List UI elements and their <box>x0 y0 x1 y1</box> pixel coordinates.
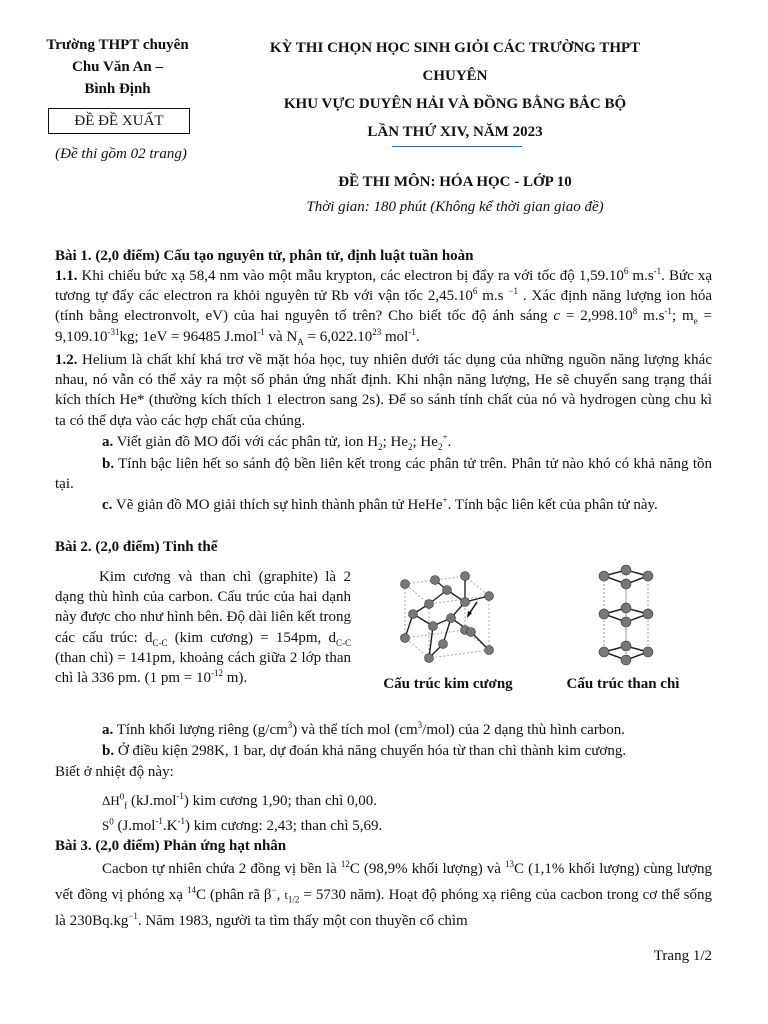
p11-text: . <box>415 328 420 345</box>
qa-label: a. <box>102 434 114 450</box>
p11-text: = 2,998.10 <box>560 308 633 325</box>
intro-text: m). <box>222 670 248 687</box>
s-text: (J.mol <box>113 818 156 834</box>
bai2-dh-line: $\Delta H^0_f$ (kJ.mol$^{-1}$) kim cương 1,90; than chì 0,00. <box>102 791 378 811</box>
qb-label: b. <box>102 456 115 472</box>
qa-text: Tính khối lượng riêng (g/cm <box>113 722 288 738</box>
p11-text: kg; 1eV = 96485 J.mol <box>119 328 258 345</box>
qb-text: Tính bậc liên hết so sánh độ bền liên kết trong các phân tử trên. Phân tử nào khó có khả năng tồn tại. <box>55 456 712 493</box>
bai3-t: C (1,1% khối lượng) cùng lượng vết đồng vị phóng xạ <box>55 861 712 903</box>
p11-text: m.s <box>637 308 665 325</box>
bai1-qb <box>55 454 712 494</box>
qa-text: . <box>447 434 452 450</box>
dh-text: ) kim cương 1,90; than chì 0,00. <box>183 793 378 809</box>
exam-line-1: KỲ THI CHỌN HỌC SINH GIỎI CÁC TRƯỜNG THPT <box>269 40 641 56</box>
intro-text: (kim cương) = 154pm, d <box>167 629 336 646</box>
bai2-temp-note: Biết ở nhiệt độ này: <box>55 764 174 780</box>
p11-text: Khi chiếu bức xạ 58,4 nm vào một mẫu krypton, các electron bị đẩy ra với tốc độ 1,59.10 <box>77 268 624 284</box>
half-life-symbol: $t_{1/2}$ <box>284 888 300 905</box>
intro-text: Kim cương và than chì (graphite) là 2 dạng thù hình của carbon. Cấu trúc của hai dạnh này được cho như hình bên. Độ dài liên kết trong các cấu trúc: d <box>55 569 351 646</box>
p11-text: mol <box>381 328 409 345</box>
qb-label: b. <box>102 743 115 759</box>
p11-text: . Bức xạ tương tự đẩy các electron ra khỏi nguyên tử Rb với vận tốc 2,45.10 <box>55 268 712 305</box>
qa-label: a. <box>102 722 114 738</box>
intro-text: (than chì) = 141pm, khoảng cách giữa 2 lớp than chì là 336 pm. (1 pm = 10 <box>55 649 351 687</box>
school-line-2: Chu Văn An – <box>71 59 164 75</box>
bai1-qc: c. Vẽ giản đồ MO giải thích sự hình thành phân tử HeHe+. Tính bậc liên kết của phân tử này. <box>102 495 658 513</box>
p11-text: m.s <box>477 288 509 305</box>
qa-text: /mol) của 2 dạng thù hình carbon. <box>422 722 626 738</box>
exam-title <box>225 34 685 146</box>
p12-label: 1.2. <box>55 352 78 368</box>
qb-text: Ở điều kiện 298K, 1 bar, dự đoán khả năng chuyển hóa từ than chì thành kim cương. <box>114 743 627 759</box>
p11-text: ; m <box>671 308 694 325</box>
qc-label: c. <box>102 497 113 513</box>
qa-text: ) và thể tích mol (cm <box>292 722 418 738</box>
qc-text: . Tính bậc liên kết của phân tử này. <box>447 497 658 513</box>
bai3-t: = 5730 năm). Hoạt độ phóng xạ riêng của cacbon trong cơ thể sống là 230Bq.kg <box>55 887 713 929</box>
s-text: ) kim cương: 2,43; than chì 5,69. <box>185 818 383 834</box>
qa-text: Viết giản đồ MO đối với các phân tử, ion H <box>113 434 379 450</box>
page-number: Trang 1/2 <box>653 948 712 964</box>
pages-note: (Đề thi gồm 02 trang) <box>55 146 187 162</box>
bai1-qa: a. Viết giản đồ MO đối với các phân tử, ion $H_2$; $He_2$; $He_2^+$. <box>102 432 452 452</box>
qc-text: Vẽ giản đồ MO giải thích sự hình thành phân tử HeHe <box>112 497 443 513</box>
bai1-p11: 1.1. Khi chiếu bức xạ 58,4 nm vào một mẫu krypton, các electron bị đẩy ra với tốc độ 1,59.10$^6$ $m.s^{-1}$. Bức xạ tương tự đẩy các electron ra khỏi nguyên tử Rb với vận tốc 2,45.10$^6$ m.s $^{-1}$ . Xác định năng lượng ion hóa (tính bằng electronvolt, eV) của hai nguyên tố trên? Cho biết tốc độ ánh sáng $c = 2,998.10^8$ $m.s^{-1}$; $m_e = 9,109.10^{-31}kg$; 1eV = 96485 J.mol$^{-1}$ và $N_A = 6,022.10^{23}$ mol$^{-1}$. <box>55 266 712 347</box>
proposal-box: ĐỀ ĐỀ XUẤT <box>48 108 190 134</box>
p12-text: Helium là chất khí khá trơ về mặt hóa học, tuy nhiên dưới tác dụng của những nguồn năng lượng khác nhau, nó vẫn có thể xảy ra một số phản ứng nhất định. Khi nhận năng lượng, He sẽ chuyển sang trạng thái kích thích He* (thường kích thích 1 electron sang 2s). Để so sánh tính chất của nó và hydrogen cùng chu kì ta có thể dựa vào các hợp chất của chúng. <box>55 352 712 429</box>
bai2-title: Bài 2. (2,0 điểm) Tinh thể <box>55 539 218 555</box>
caption-diamond: Cấu trúc kim cương <box>383 676 513 692</box>
bai3-title: Bài 3. (2,0 điểm) Phản ứng hạt nhân <box>55 838 287 854</box>
p11-text: m.s <box>628 268 654 284</box>
s-text: .K <box>162 818 178 834</box>
bai2-qa: a. Tính khối lượng riêng $(g/cm^3)$ và thể tích mol $(cm^3/mol)$ của 2 dạng thù hình carbon. <box>102 720 626 738</box>
bai3-t: Cacbon tự nhiên chứa 2 đồng vị bền là <box>102 861 341 877</box>
exam-line-2: CHUYÊN <box>422 68 488 84</box>
delta-h-symbol: $\Delta H^0_f$ <box>102 791 128 811</box>
bai3-t: . Năm 1983, người ta tìm thấy một con thuyền cổ chìm <box>137 913 468 929</box>
bai3-t: C (98,9% khối lượng) và <box>349 861 506 877</box>
bai2-intro: Kim cương và than chì (graphite) là 2 dạng thù hình của carbon. Cấu trúc của hai dạnh này được cho như hình bên. Độ dài liên kết trong các cấu trúc: $d_{C-C}$ (kim cương) = 154pm, $d_{C-C}$ (than chì) = 141pm, khoảng cách giữa 2 lớp than chì là 336 pm. (1 pm = $10^{-12}$ m). <box>55 569 352 687</box>
p11-label: 1.1. <box>55 268 78 284</box>
dh-text: (kJ.mol <box>127 793 177 809</box>
qa-text: ; He <box>382 434 409 450</box>
school-name <box>30 34 205 100</box>
exam-line-4: LẦN THỨ XIV, NĂM 2023 <box>367 124 543 140</box>
p11-text: = 9,109.10 <box>55 308 712 345</box>
bai1-p12 <box>55 350 712 431</box>
time-note: Thời gian: 180 phút (Không kể thời gian giao đề) <box>306 199 604 215</box>
exam-line-3: KHU VỰC DUYÊN HẢI VÀ ĐỒNG BẰNG BẮC BỘ <box>283 96 627 112</box>
caption-graphite: Cấu trúc than chì <box>566 676 680 692</box>
title-underline <box>392 146 522 147</box>
p11-text: . Xác định năng lượng ion hóa (tính bằng electronvolt, eV) của hai nguyên tố trên? Cho biết tốc độ ánh sáng <box>55 288 712 325</box>
bai3-t: C (phân rã β <box>195 887 272 903</box>
bai2-s-line: $S^0$ $(J.mol^{-1}.K^{-1})$ kim cương: 2,43; than chì 5,69. <box>102 816 383 834</box>
bai3-t: , <box>276 887 285 903</box>
qa-text: ; He <box>412 434 438 450</box>
bai2-qb <box>55 741 712 761</box>
bai1-title: Bài 1. (2,0 điểm) Cấu tạo nguyên tử, phân tử, định luật tuần hoàn <box>55 248 474 264</box>
bai3-text: Cacbon tự nhiên chứa 2 đồng vị bền là $^{12}$C (98,9% khối lượng) và $^{13}$C (1,1% khối lượng) cùng lượng vết đồng vị phóng xạ $^{14}$C (phân rã β−, $t_{1/2} = 5730$ năm). Hoạt độ phóng xạ riêng của cacbon trong cơ thể sống là $230Bq.kg^{-1}$. Năm 1983, người ta tìm thấy một con thuyền cổ chìm <box>55 859 713 929</box>
school-line-3: Bình Định <box>84 81 151 97</box>
p11-text: = 6,022.10 <box>303 328 373 345</box>
subject-title: ĐỀ THI MÔN: HÓA HỌC - LỚP 10 <box>338 174 572 190</box>
diamond-structure-image <box>385 562 500 670</box>
entropy-symbol: $S^0$ <box>102 816 114 833</box>
school-line-1: Trường THPT chuyên <box>46 37 189 53</box>
p11-text: và N <box>264 328 298 345</box>
graphite-structure-image <box>590 562 662 668</box>
